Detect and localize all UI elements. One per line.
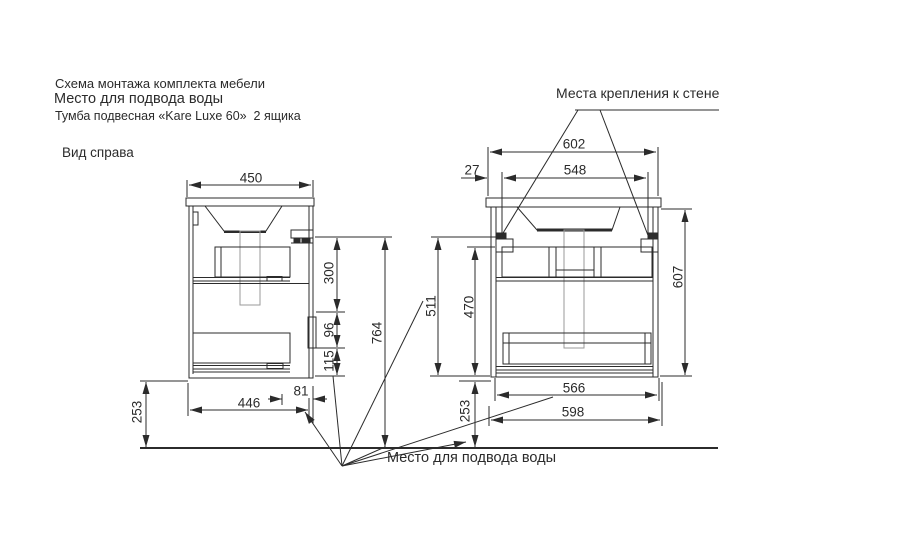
dim-607-label: 607 [670,265,686,289]
dim-764-label: 764 [369,321,385,345]
dim-253-right-label: 253 [457,399,473,423]
dim-598-label: 598 [561,404,585,420]
header-scheme-title: Схема монтажа комплекта мебели [55,76,265,91]
dim-81-label: 81 [293,383,309,399]
dim-27-label: 27 [464,162,480,178]
dim-300-label: 300 [321,261,337,285]
dim-470-label: 470 [461,295,477,319]
side-view-label: Вид справа [62,145,134,160]
water-supply-label: Место для подвода воды [387,450,556,466]
dim-253-left-label: 253 [129,400,145,424]
dim-115-label: 115 [321,350,337,372]
dim-548-label: 548 [563,162,587,178]
dim-602-label: 602 [562,136,586,152]
dim-96-label: 96 [321,322,337,338]
wall-bracket-left [496,233,513,252]
side-view-dimensions [140,180,392,447]
front-view-cabinet [486,198,661,377]
leader-lines [305,110,719,466]
dim-566-label: 566 [562,380,586,396]
wall-bracket-right [641,233,658,252]
header-water-supply: Место для подвода воды [54,91,223,107]
wall-bracket-side [291,230,313,243]
dim-446-label: 446 [237,395,261,411]
dim-511-label: 511 [423,295,439,317]
dim-450-label: 450 [239,170,263,186]
side-view-cabinet [186,198,316,378]
header-product-name: Тумба подвесная «Kare Luxe 60» 2 ящика [55,109,301,123]
wall-mount-points-label: Места крепления к стене [556,85,720,101]
